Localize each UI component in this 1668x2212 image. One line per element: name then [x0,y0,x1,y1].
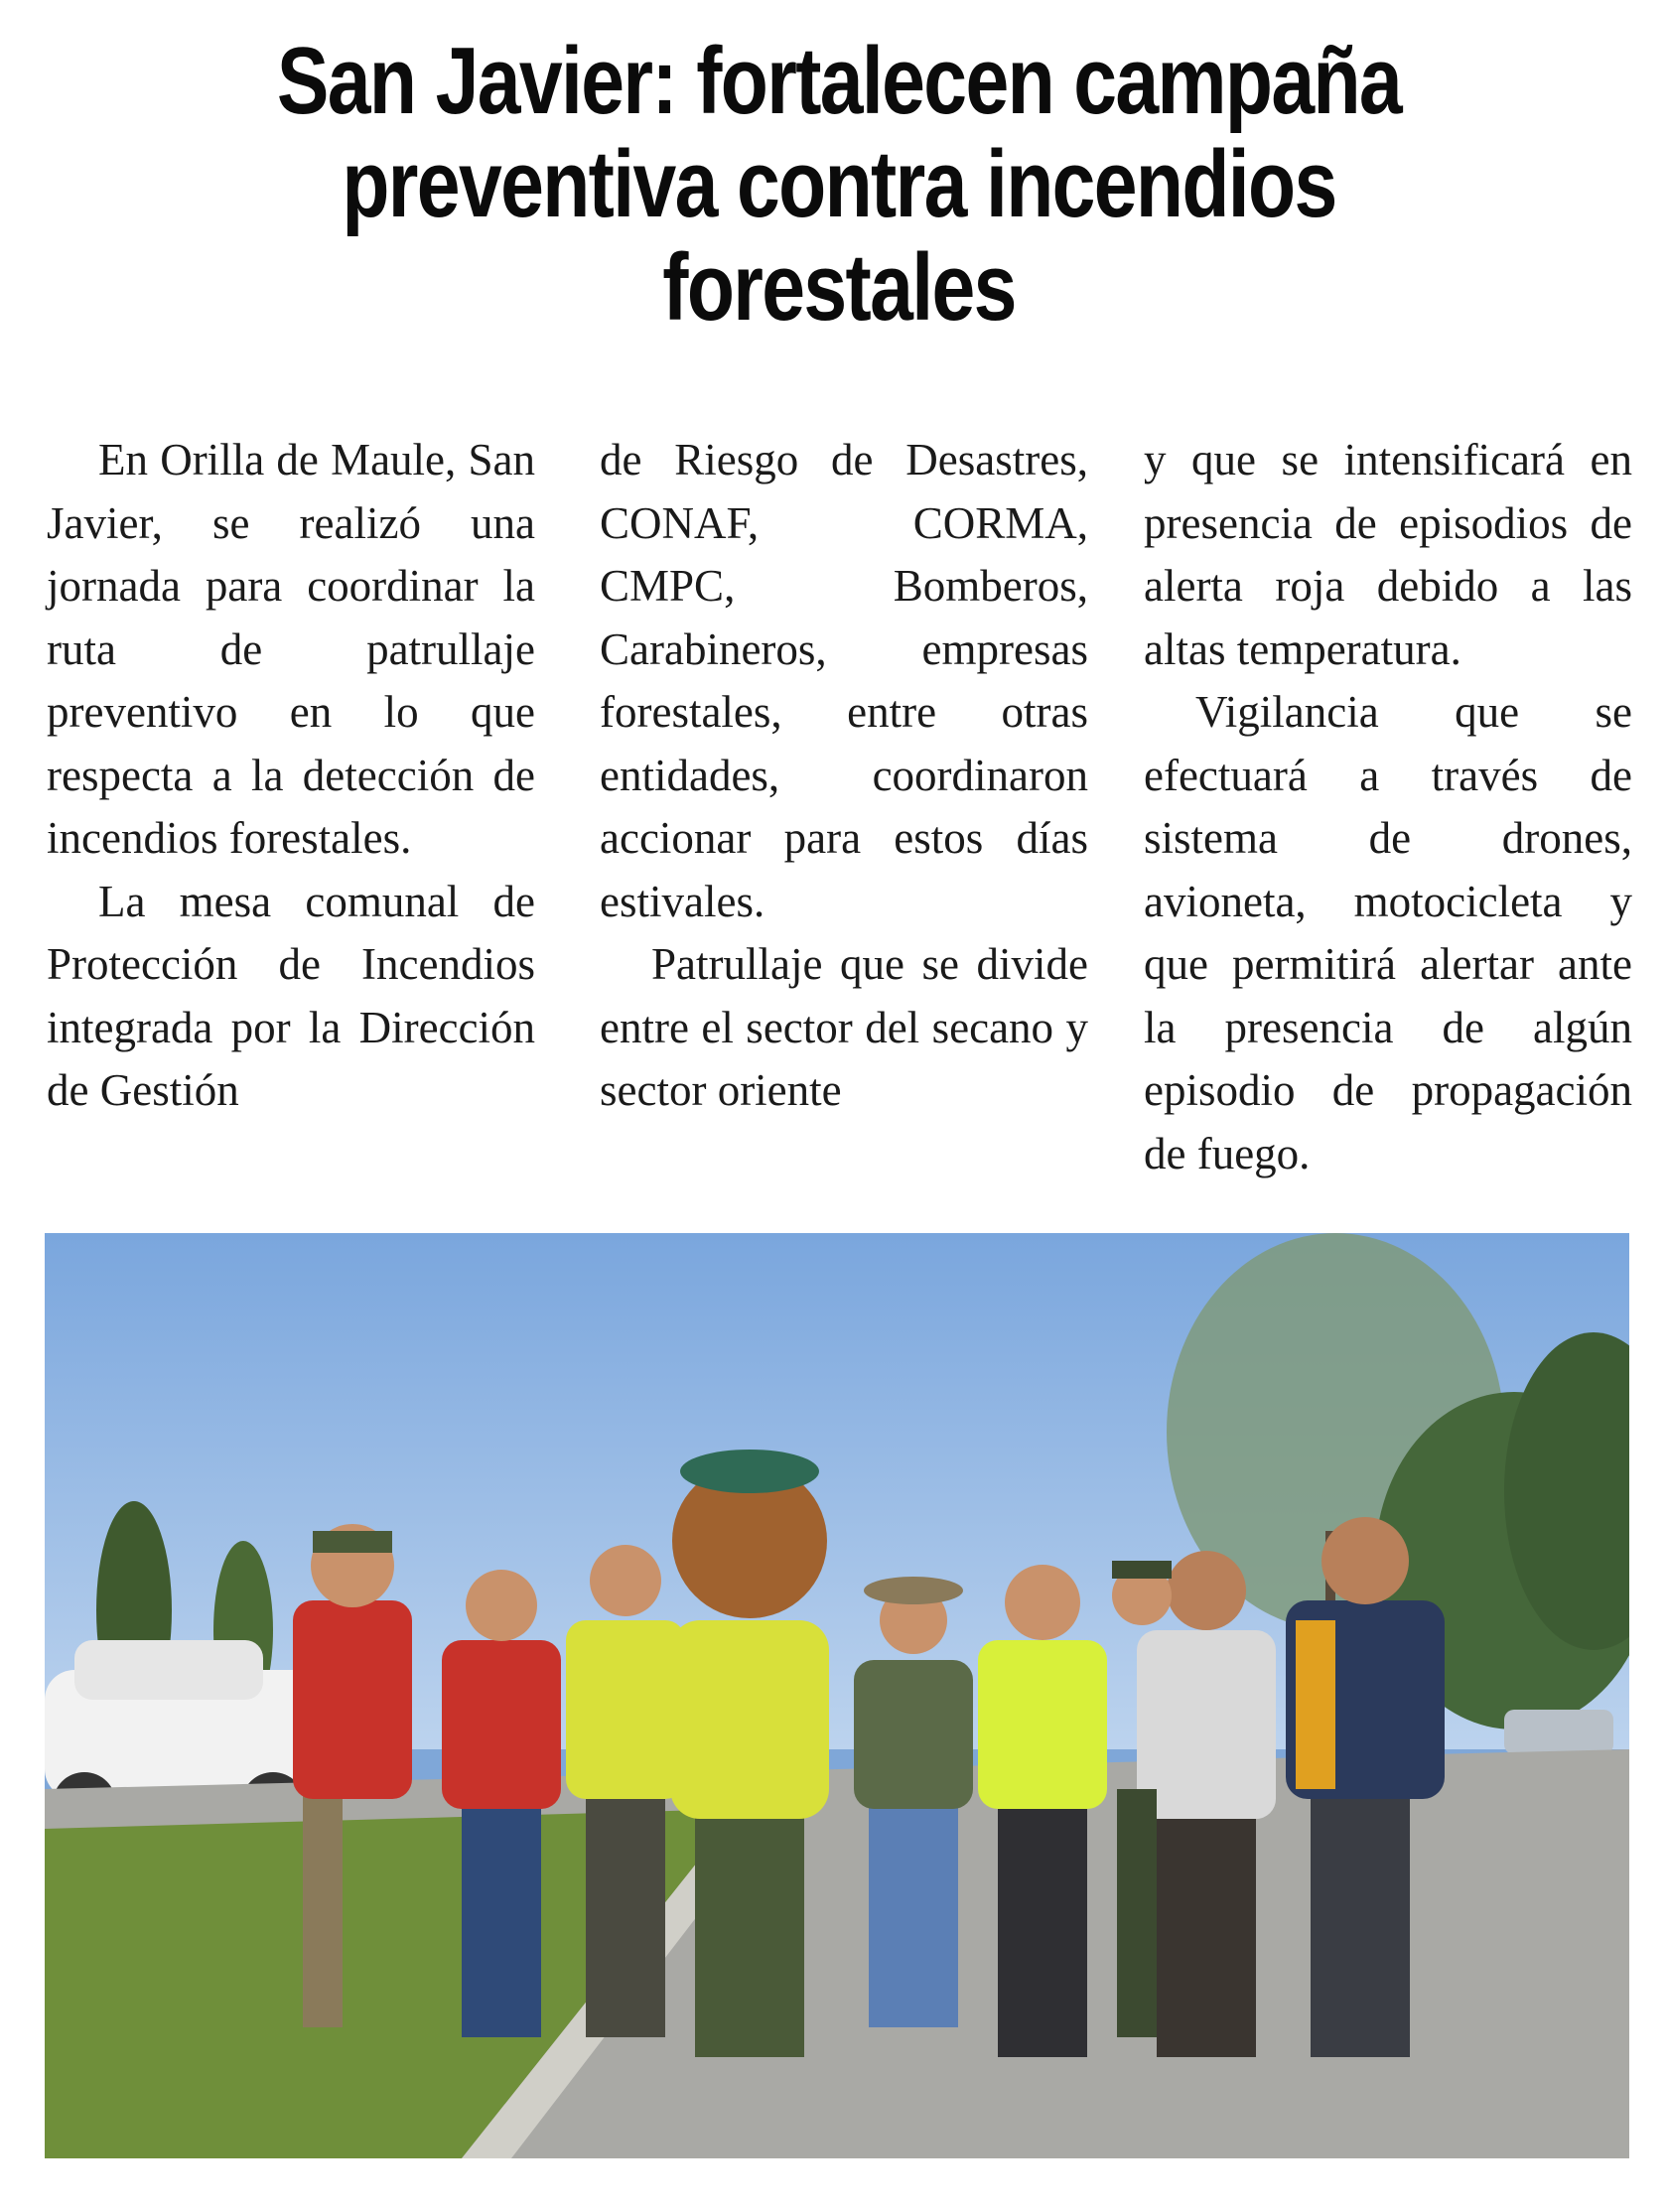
article-column-3 [1144,429,1632,1185]
headline-line-3: forestales [662,234,1016,341]
column-2-paragraph-2: Patrullaje que se divide entre el sector del secano y sector oriente [600,939,1088,1115]
article-headline [200,30,1477,340]
article-photo [45,1233,1629,2158]
article-column-2 [600,429,1088,1123]
column-3-paragraph-1: y que se intensificará en presencia de episodios de alerta roja debido a las altas temperatura. [1144,435,1632,674]
column-3-paragraph-2: Vigilancia que se efectuará a través de sistema de drones, avioneta, motocicleta y que permitirá alertar ante la presencia de algún episodio de propagación de fuego. [1144,687,1632,1178]
column-1-paragraph-1: En Orilla de Maule, San Javier, se realizó una jornada para coordinar la ruta de patrullaje preventivo en lo que respecta a la detección de incendios forestales. [47,435,535,863]
distant-car [1504,1710,1613,1754]
headline-line-1: San Javier: fortalecen campaña [276,28,1402,134]
group-photo-illustration [45,1233,1629,2158]
article-column-1 [47,429,535,1123]
headline-line-2: preventiva contra incendios [342,131,1336,237]
column-2-paragraph-1: de Riesgo de Desastres, CONAF, CORMA, CMPC, Bomberos, Carabineros, empresas forestales, entre otras entidades, coordinaron accionar para estos días estivales. [600,435,1088,926]
column-1-paragraph-2: La mesa comunal de Protección de Incendios integrada por la Dirección de Gestión [47,876,535,1115]
